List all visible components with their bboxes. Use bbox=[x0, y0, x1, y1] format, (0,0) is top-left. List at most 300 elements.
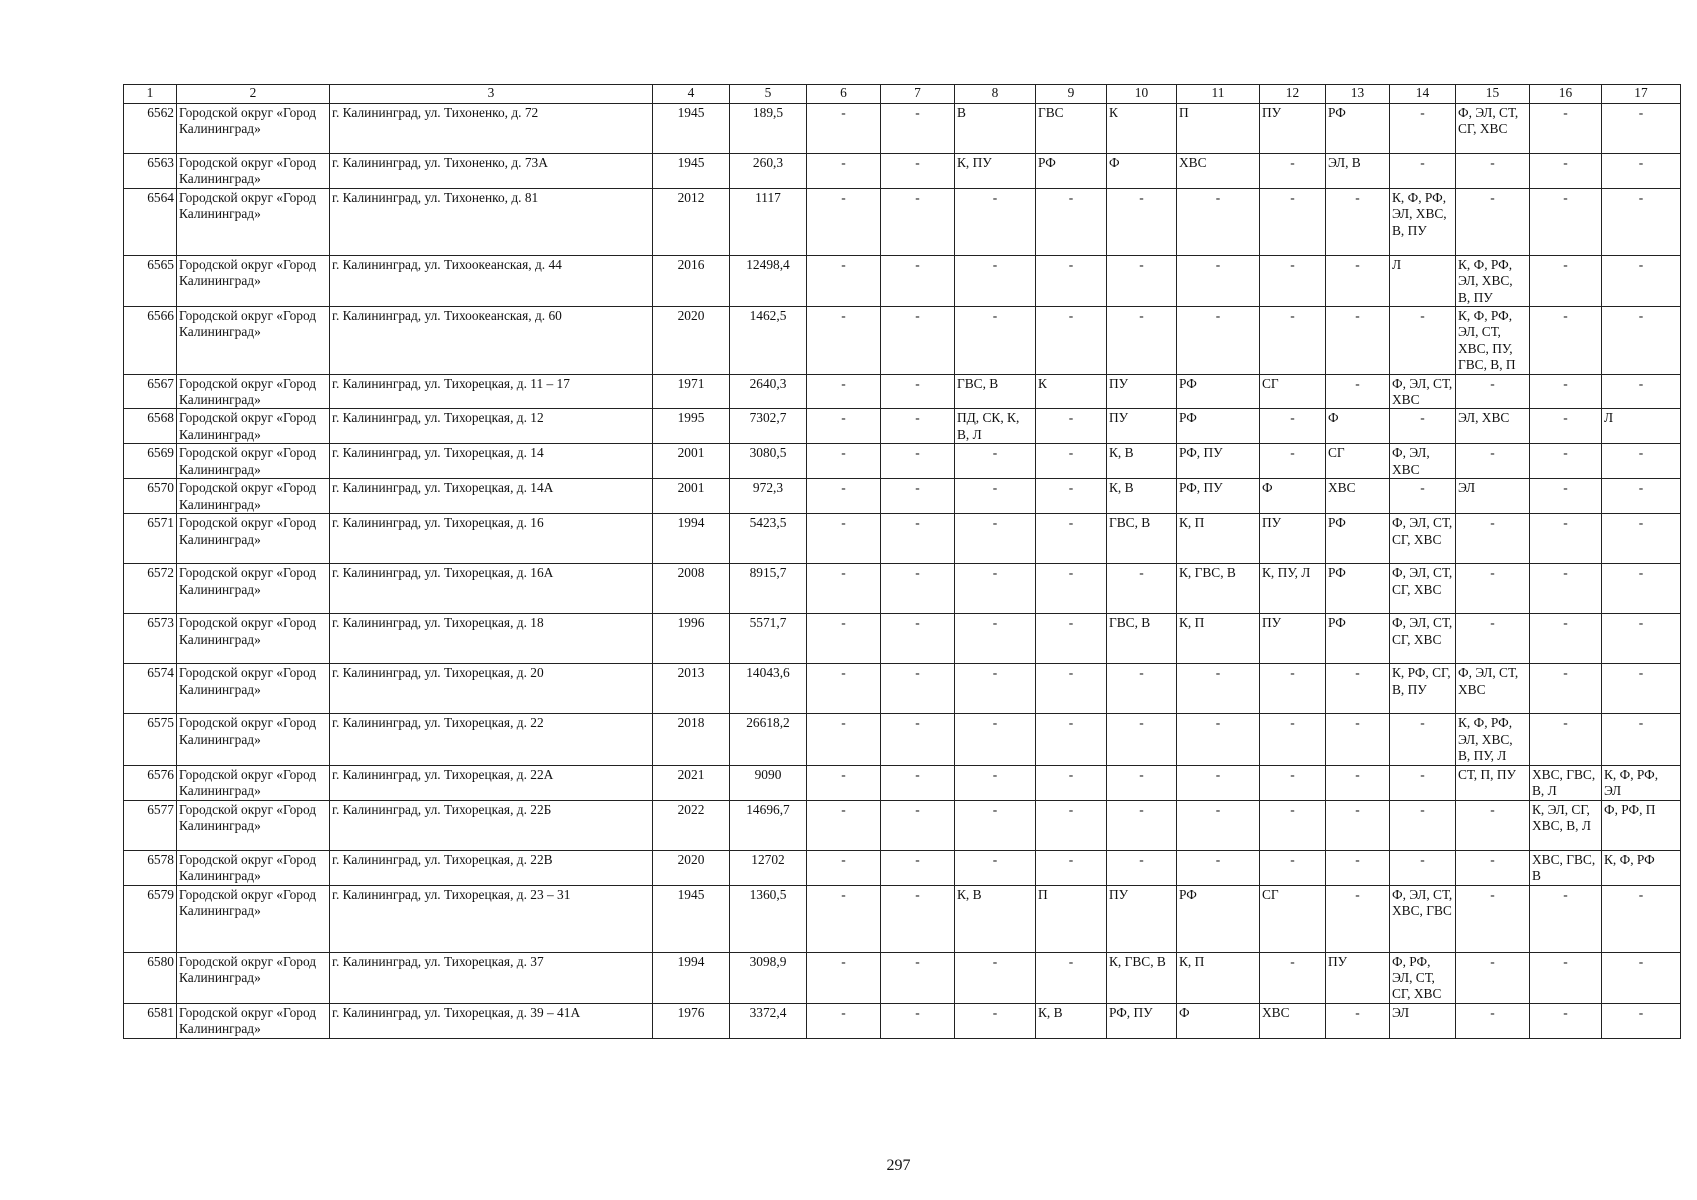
table-cell: СТ, П, ПУ bbox=[1456, 765, 1530, 800]
table-cell: - bbox=[1390, 154, 1456, 189]
table-cell: - bbox=[1390, 765, 1456, 800]
table-cell: г. Калининград, ул. Тихорецкая, д. 20 bbox=[330, 664, 653, 714]
table-cell: 3098,9 bbox=[730, 952, 807, 1003]
column-header: 8 bbox=[955, 85, 1036, 104]
table-cell: - bbox=[1530, 664, 1602, 714]
table-cell: - bbox=[1456, 800, 1530, 850]
table-cell: - bbox=[881, 255, 955, 306]
table-cell: 6574 bbox=[124, 664, 177, 714]
table-row bbox=[124, 850, 1681, 885]
table-cell: К, В bbox=[955, 885, 1036, 952]
table-cell: - bbox=[807, 952, 881, 1003]
table-cell: Городской округ «Город Калининград» bbox=[177, 255, 330, 306]
table-cell: Ф, ЭЛ, СТ, СГ, ХВС bbox=[1456, 104, 1530, 154]
table-cell: - bbox=[1602, 885, 1681, 952]
table-cell: - bbox=[1530, 952, 1602, 1003]
table-cell: Л bbox=[1390, 255, 1456, 306]
table-cell: - bbox=[1326, 255, 1390, 306]
table-cell: - bbox=[807, 255, 881, 306]
registry-table-container bbox=[123, 84, 1680, 1039]
table-cell: - bbox=[1036, 188, 1107, 255]
column-header: 11 bbox=[1177, 85, 1260, 104]
table-cell: - bbox=[1456, 154, 1530, 189]
table-cell: РФ, ПУ bbox=[1177, 444, 1260, 479]
column-header: 16 bbox=[1530, 85, 1602, 104]
table-cell: ПД, СК, К, В, Л bbox=[955, 409, 1036, 444]
table-cell: Городской округ «Город Калининград» bbox=[177, 188, 330, 255]
table-cell: 2008 bbox=[653, 564, 730, 614]
table-cell: Городской округ «Город Калининград» bbox=[177, 885, 330, 952]
table-cell: - bbox=[1390, 409, 1456, 444]
table-cell: 2001 bbox=[653, 444, 730, 479]
table-cell: г. Калининград, ул. Тихорецкая, д. 14 bbox=[330, 444, 653, 479]
table-cell: - bbox=[1602, 188, 1681, 255]
table-cell: К, ГВС, В bbox=[1107, 952, 1177, 1003]
table-cell: 972,3 bbox=[730, 479, 807, 514]
table-cell: - bbox=[955, 664, 1036, 714]
table-cell: - bbox=[1036, 850, 1107, 885]
table-cell: К bbox=[1107, 104, 1177, 154]
column-header: 10 bbox=[1107, 85, 1177, 104]
table-cell: - bbox=[881, 154, 955, 189]
table-cell: - bbox=[807, 374, 881, 409]
table-cell: - bbox=[1326, 800, 1390, 850]
table-cell: - bbox=[1530, 514, 1602, 564]
table-cell: - bbox=[1456, 885, 1530, 952]
table-cell: П bbox=[1036, 885, 1107, 952]
table-cell: г. Калининград, ул. Тихорецкая, д. 37 bbox=[330, 952, 653, 1003]
table-cell: РФ bbox=[1326, 104, 1390, 154]
table-cell: Городской округ «Город Калининград» bbox=[177, 714, 330, 765]
table-cell: - bbox=[1602, 444, 1681, 479]
table-cell: 2022 bbox=[653, 800, 730, 850]
table-cell: 6577 bbox=[124, 800, 177, 850]
table-cell: - bbox=[1326, 765, 1390, 800]
table-cell: - bbox=[1260, 154, 1326, 189]
table-cell: - bbox=[1260, 255, 1326, 306]
table-cell: - bbox=[881, 479, 955, 514]
table-cell: 2020 bbox=[653, 307, 730, 375]
table-cell: Ф, ЭЛ, СТ, СГ, ХВС bbox=[1390, 564, 1456, 614]
table-cell: К, П bbox=[1177, 952, 1260, 1003]
table-cell: - bbox=[1107, 800, 1177, 850]
table-cell: - bbox=[1036, 479, 1107, 514]
table-row bbox=[124, 444, 1681, 479]
table-cell: 26618,2 bbox=[730, 714, 807, 765]
table-cell: - bbox=[881, 800, 955, 850]
table-row bbox=[124, 664, 1681, 714]
table-cell: - bbox=[807, 1003, 881, 1038]
table-cell: - bbox=[881, 664, 955, 714]
table-cell: - bbox=[807, 885, 881, 952]
table-cell: ПУ bbox=[1107, 374, 1177, 409]
table-cell: - bbox=[1326, 1003, 1390, 1038]
table-cell: - bbox=[881, 514, 955, 564]
table-cell: - bbox=[1177, 664, 1260, 714]
table-cell: г. Калининград, ул. Тихорецкая, д. 22 bbox=[330, 714, 653, 765]
table-cell: 6581 bbox=[124, 1003, 177, 1038]
table-cell: г. Калининград, ул. Тихоокеанская, д. 44 bbox=[330, 255, 653, 306]
table-cell: К, Ф, РФ, ЭЛ, ХВС, В, ПУ bbox=[1390, 188, 1456, 255]
header-row bbox=[124, 85, 1681, 104]
table-cell: 2640,3 bbox=[730, 374, 807, 409]
table-cell: 6576 bbox=[124, 765, 177, 800]
table-cell: 1360,5 bbox=[730, 885, 807, 952]
table-cell: - bbox=[1390, 104, 1456, 154]
table-cell: - bbox=[1602, 714, 1681, 765]
table-cell: - bbox=[1107, 255, 1177, 306]
table-cell: - bbox=[807, 444, 881, 479]
table-cell: г. Калининград, ул. Тихорецкая, д. 16А bbox=[330, 564, 653, 614]
table-cell: - bbox=[1456, 850, 1530, 885]
table-cell: г. Калининград, ул. Тихорецкая, д. 22А bbox=[330, 765, 653, 800]
table-cell: 1995 bbox=[653, 409, 730, 444]
table-cell: РФ bbox=[1326, 514, 1390, 564]
table-cell: 2012 bbox=[653, 188, 730, 255]
table-cell: Городской округ «Город Калининград» bbox=[177, 952, 330, 1003]
table-cell: - bbox=[1326, 664, 1390, 714]
table-cell: - bbox=[1530, 255, 1602, 306]
table-cell: 1971 bbox=[653, 374, 730, 409]
table-cell: - bbox=[881, 765, 955, 800]
table-cell: - bbox=[1036, 444, 1107, 479]
table-cell: ГВС, В bbox=[955, 374, 1036, 409]
table-cell: - bbox=[955, 952, 1036, 1003]
table-cell: РФ bbox=[1326, 614, 1390, 664]
table-cell: В bbox=[955, 104, 1036, 154]
table-cell: ПУ bbox=[1260, 514, 1326, 564]
table-cell: ЭЛ bbox=[1390, 1003, 1456, 1038]
table-cell: - bbox=[1530, 409, 1602, 444]
table-cell: - bbox=[955, 765, 1036, 800]
table-cell: 2018 bbox=[653, 714, 730, 765]
table-cell: Городской округ «Город Калининград» bbox=[177, 104, 330, 154]
table-cell: - bbox=[1260, 307, 1326, 375]
table-cell: - bbox=[1036, 664, 1107, 714]
table-cell: - bbox=[1177, 307, 1260, 375]
table-cell: 6568 bbox=[124, 409, 177, 444]
table-cell: - bbox=[1260, 800, 1326, 850]
table-cell: - bbox=[1107, 850, 1177, 885]
table-cell: 2021 bbox=[653, 765, 730, 800]
table-cell: Городской округ «Город Калининград» bbox=[177, 444, 330, 479]
table-cell: - bbox=[1530, 154, 1602, 189]
table-cell: 6575 bbox=[124, 714, 177, 765]
table-cell: - bbox=[807, 479, 881, 514]
table-cell: 189,5 bbox=[730, 104, 807, 154]
table-cell: СГ bbox=[1260, 885, 1326, 952]
table-cell: Ф, ЭЛ, ХВС bbox=[1390, 444, 1456, 479]
table-cell: Ф bbox=[1326, 409, 1390, 444]
table-cell: - bbox=[1602, 514, 1681, 564]
table-cell: - bbox=[1260, 664, 1326, 714]
table-cell: РФ bbox=[1326, 564, 1390, 614]
table-cell: - bbox=[1260, 714, 1326, 765]
table-cell: - bbox=[807, 800, 881, 850]
table-cell: - bbox=[881, 188, 955, 255]
table-cell: 6573 bbox=[124, 614, 177, 664]
table-cell: Городской округ «Город Калининград» bbox=[177, 614, 330, 664]
table-row bbox=[124, 800, 1681, 850]
table-row bbox=[124, 614, 1681, 664]
table-cell: ПУ bbox=[1107, 409, 1177, 444]
table-cell: - bbox=[1602, 374, 1681, 409]
table-cell: К, Ф, РФ, ЭЛ, ХВС, В, ПУ bbox=[1456, 255, 1530, 306]
table-cell: 1462,5 bbox=[730, 307, 807, 375]
table-cell: К, В bbox=[1107, 479, 1177, 514]
table-cell: Городской округ «Город Калининград» bbox=[177, 307, 330, 375]
table-cell: - bbox=[1390, 800, 1456, 850]
table-cell: - bbox=[1326, 374, 1390, 409]
table-cell: - bbox=[1036, 514, 1107, 564]
table-cell: - bbox=[955, 614, 1036, 664]
table-cell: СГ bbox=[1326, 444, 1390, 479]
table-cell: 2001 bbox=[653, 479, 730, 514]
table-cell: 6571 bbox=[124, 514, 177, 564]
table-cell: - bbox=[1530, 307, 1602, 375]
table-cell: - bbox=[1456, 374, 1530, 409]
table-cell: - bbox=[1036, 307, 1107, 375]
table-cell: 1996 bbox=[653, 614, 730, 664]
table-cell: 1994 bbox=[653, 952, 730, 1003]
table-cell: - bbox=[1530, 104, 1602, 154]
table-row bbox=[124, 409, 1681, 444]
table-cell: К, Ф, РФ bbox=[1602, 850, 1681, 885]
table-cell: - bbox=[807, 104, 881, 154]
table-cell: РФ bbox=[1177, 885, 1260, 952]
table-body bbox=[124, 104, 1681, 1039]
table-cell: К, П bbox=[1177, 514, 1260, 564]
table-cell: К, Ф, РФ, ЭЛ, ХВС, В, ПУ, Л bbox=[1456, 714, 1530, 765]
table-cell: г. Калининград, ул. Тихоокеанская, д. 60 bbox=[330, 307, 653, 375]
table-cell: - bbox=[807, 850, 881, 885]
table-cell: 8915,7 bbox=[730, 564, 807, 614]
table-cell: ГВС bbox=[1036, 104, 1107, 154]
table-cell: К bbox=[1036, 374, 1107, 409]
table-cell: ПУ bbox=[1326, 952, 1390, 1003]
table-cell: Городской округ «Город Калининград» bbox=[177, 154, 330, 189]
table-cell: - bbox=[1530, 374, 1602, 409]
table-cell: Ф, РФ, ЭЛ, СТ, СГ, ХВС bbox=[1390, 952, 1456, 1003]
table-cell: - bbox=[1602, 307, 1681, 375]
table-cell: - bbox=[1390, 850, 1456, 885]
table-cell: 1994 bbox=[653, 514, 730, 564]
table-cell: г. Калининград, ул. Тихорецкая, д. 39 – 41А bbox=[330, 1003, 653, 1038]
table-cell: 1945 bbox=[653, 104, 730, 154]
table-cell: - bbox=[955, 564, 1036, 614]
table-cell: Городской округ «Город Калининград» bbox=[177, 1003, 330, 1038]
table-cell: К, РФ, СГ, В, ПУ bbox=[1390, 664, 1456, 714]
table-cell: - bbox=[1260, 850, 1326, 885]
table-cell: 6579 bbox=[124, 885, 177, 952]
column-header: 15 bbox=[1456, 85, 1530, 104]
column-header: 7 bbox=[881, 85, 955, 104]
table-cell: - bbox=[1456, 1003, 1530, 1038]
table-row bbox=[124, 154, 1681, 189]
table-cell: СГ bbox=[1260, 374, 1326, 409]
page-number: 297 bbox=[886, 1157, 911, 1174]
table-cell: К, Ф, РФ, ЭЛ bbox=[1602, 765, 1681, 800]
table-cell: К, ПУ, Л bbox=[1260, 564, 1326, 614]
table-cell: ПУ bbox=[1260, 614, 1326, 664]
table-cell: Ф, ЭЛ, СТ, ХВС bbox=[1456, 664, 1530, 714]
column-header: 5 bbox=[730, 85, 807, 104]
table-cell: - bbox=[1390, 307, 1456, 375]
table-cell: 7302,7 bbox=[730, 409, 807, 444]
table-cell: ХВС, ГВС, В bbox=[1530, 850, 1602, 885]
table-cell: Ф, ЭЛ, СТ, ХВС bbox=[1390, 374, 1456, 409]
table-cell: 14696,7 bbox=[730, 800, 807, 850]
table-cell: Ф bbox=[1107, 154, 1177, 189]
table-cell: Городской округ «Город Калининград» bbox=[177, 800, 330, 850]
table-cell: - bbox=[807, 714, 881, 765]
table-cell: Ф, ЭЛ, СТ, СГ, ХВС bbox=[1390, 514, 1456, 564]
table-cell: - bbox=[955, 307, 1036, 375]
table-cell: Ф, ЭЛ, СТ, ХВС, ГВС bbox=[1390, 885, 1456, 952]
table-cell: - bbox=[1036, 765, 1107, 800]
table-cell: - bbox=[807, 514, 881, 564]
table-cell: - bbox=[1036, 409, 1107, 444]
table-cell: К, Ф, РФ, ЭЛ, СТ, ХВС, ПУ, ГВС, В, П bbox=[1456, 307, 1530, 375]
table-row bbox=[124, 564, 1681, 614]
table-cell: - bbox=[1107, 564, 1177, 614]
table-cell: 14043,6 bbox=[730, 664, 807, 714]
table-cell: - bbox=[1036, 714, 1107, 765]
table-cell: Городской округ «Город Калининград» bbox=[177, 409, 330, 444]
table-cell: 6567 bbox=[124, 374, 177, 409]
table-cell: - bbox=[881, 444, 955, 479]
table-cell: - bbox=[807, 664, 881, 714]
table-cell: - bbox=[1326, 188, 1390, 255]
table-cell: - bbox=[881, 952, 955, 1003]
table-cell: 3372,4 bbox=[730, 1003, 807, 1038]
table-cell: - bbox=[881, 409, 955, 444]
table-cell: 6564 bbox=[124, 188, 177, 255]
table-cell: - bbox=[955, 444, 1036, 479]
table-cell: - bbox=[955, 255, 1036, 306]
table-row bbox=[124, 1003, 1681, 1038]
table-cell: Городской округ «Город Калининград» bbox=[177, 564, 330, 614]
table-cell: - bbox=[1036, 564, 1107, 614]
table-cell: - bbox=[1107, 188, 1177, 255]
table-header bbox=[124, 85, 1681, 104]
table-cell: - bbox=[1036, 952, 1107, 1003]
table-cell: 1976 bbox=[653, 1003, 730, 1038]
table-cell: ГВС, В bbox=[1107, 514, 1177, 564]
table-cell: К, В bbox=[1036, 1003, 1107, 1038]
table-cell: Ф bbox=[1177, 1003, 1260, 1038]
table-cell: ХВС, ГВС, В, Л bbox=[1530, 765, 1602, 800]
table-cell: 6572 bbox=[124, 564, 177, 614]
table-cell: Городской округ «Город Калининград» bbox=[177, 479, 330, 514]
table-row bbox=[124, 885, 1681, 952]
table-cell: - bbox=[1177, 188, 1260, 255]
table-cell: - bbox=[881, 307, 955, 375]
table-cell: - bbox=[881, 714, 955, 765]
table-cell: - bbox=[1456, 614, 1530, 664]
table-cell: - bbox=[955, 850, 1036, 885]
table-row bbox=[124, 188, 1681, 255]
table-cell: - bbox=[1107, 664, 1177, 714]
table-cell: - bbox=[881, 1003, 955, 1038]
table-cell: г. Калининград, ул. Тихоненко, д. 81 bbox=[330, 188, 653, 255]
table-cell: 6562 bbox=[124, 104, 177, 154]
table-cell: - bbox=[1036, 800, 1107, 850]
table-cell: - bbox=[1390, 479, 1456, 514]
table-cell: РФ, ПУ bbox=[1107, 1003, 1177, 1038]
table-cell: К, ПУ bbox=[955, 154, 1036, 189]
table-cell: г. Калининград, ул. Тихорецкая, д. 12 bbox=[330, 409, 653, 444]
table-cell: - bbox=[1260, 952, 1326, 1003]
table-cell: - bbox=[1177, 765, 1260, 800]
table-cell: К, ЭЛ, СГ, ХВС, В, Л bbox=[1530, 800, 1602, 850]
table-cell: 3080,5 bbox=[730, 444, 807, 479]
table-cell: - bbox=[1530, 885, 1602, 952]
table-cell: 260,3 bbox=[730, 154, 807, 189]
table-cell: - bbox=[1602, 479, 1681, 514]
table-cell: г. Калининград, ул. Тихоненко, д. 73А bbox=[330, 154, 653, 189]
table-cell: - bbox=[881, 374, 955, 409]
table-cell: г. Калининград, ул. Тихорецкая, д. 22Б bbox=[330, 800, 653, 850]
table-cell: - bbox=[955, 800, 1036, 850]
table-cell: ПУ bbox=[1107, 885, 1177, 952]
table-cell: - bbox=[807, 409, 881, 444]
table-cell: - bbox=[1456, 444, 1530, 479]
table-cell: - bbox=[1456, 952, 1530, 1003]
table-cell: - bbox=[1602, 1003, 1681, 1038]
table-cell: 1945 bbox=[653, 154, 730, 189]
column-header: 17 bbox=[1602, 85, 1681, 104]
table-cell: РФ bbox=[1177, 374, 1260, 409]
table-cell: г. Калининград, ул. Тихорецкая, д. 18 bbox=[330, 614, 653, 664]
table-cell: 2013 bbox=[653, 664, 730, 714]
column-header: 2 bbox=[177, 85, 330, 104]
table-cell: - bbox=[1530, 1003, 1602, 1038]
table-cell: г. Калининград, ул. Тихорецкая, д. 16 bbox=[330, 514, 653, 564]
table-cell: - bbox=[807, 765, 881, 800]
table-row bbox=[124, 307, 1681, 375]
table-cell: 6578 bbox=[124, 850, 177, 885]
table-cell: - bbox=[807, 188, 881, 255]
table-cell: - bbox=[1107, 714, 1177, 765]
table-cell: г. Калининград, ул. Тихорецкая, д. 14А bbox=[330, 479, 653, 514]
table-cell: ЭЛ, В bbox=[1326, 154, 1390, 189]
table-cell: Ф bbox=[1260, 479, 1326, 514]
table-cell: Ф, РФ, П bbox=[1602, 800, 1681, 850]
table-cell: - bbox=[807, 307, 881, 375]
table-cell: 1117 bbox=[730, 188, 807, 255]
table-cell: г. Калининград, ул. Тихорецкая, д. 22В bbox=[330, 850, 653, 885]
table-row bbox=[124, 514, 1681, 564]
table-cell: - bbox=[1326, 307, 1390, 375]
table-cell: Л bbox=[1602, 409, 1681, 444]
table-row bbox=[124, 714, 1681, 765]
table-cell: РФ bbox=[1177, 409, 1260, 444]
table-cell: - bbox=[1260, 765, 1326, 800]
table-cell: К, ГВС, В bbox=[1177, 564, 1260, 614]
table-cell: 2020 bbox=[653, 850, 730, 885]
table-cell: 6566 bbox=[124, 307, 177, 375]
table-cell: - bbox=[1456, 514, 1530, 564]
table-cell: - bbox=[1602, 614, 1681, 664]
table-cell: г. Калининград, ул. Тихоненко, д. 72 bbox=[330, 104, 653, 154]
table-cell: 5423,5 bbox=[730, 514, 807, 564]
table-cell: - bbox=[1107, 307, 1177, 375]
table-cell: РФ bbox=[1036, 154, 1107, 189]
table-cell: - bbox=[1260, 444, 1326, 479]
table-cell: - bbox=[1260, 188, 1326, 255]
table-cell: - bbox=[1326, 714, 1390, 765]
